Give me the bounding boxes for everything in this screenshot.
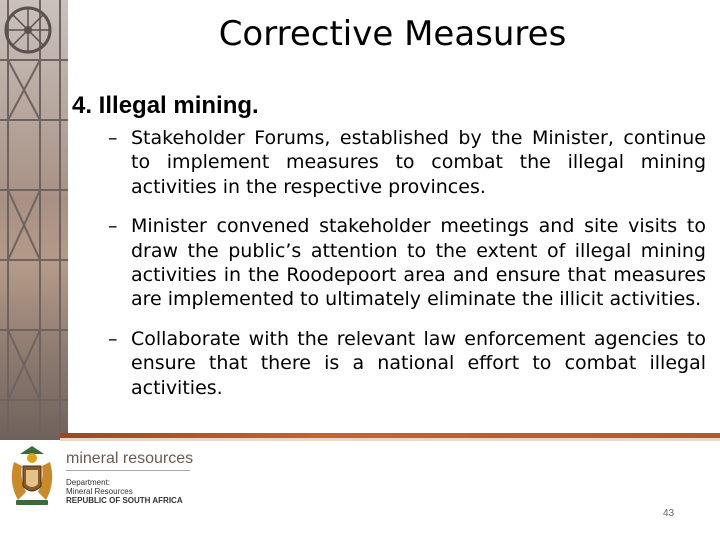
country-name: REPUBLIC OF SOUTH AFRICA	[66, 496, 183, 505]
bullet-text: Stakeholder Forums, established by the Minister, continue to implement measures to combat the illegal mining activities in the respective provinces.	[131, 127, 706, 198]
bullet-item	[104, 327, 706, 400]
bullet-item	[104, 214, 706, 312]
department-label: Department:	[66, 478, 111, 487]
bullet-list	[104, 126, 706, 415]
bullet-text: Collaborate with the relevant law enforcement agencies to ensure that there is a national effort to combat illegal activities.	[131, 327, 706, 399]
department-block	[66, 478, 183, 505]
bullet-text: Minister convened stakeholder meetings and site visits to draw the public’s attention to the extent of illegal mining activities in the Roodepoort area and ensure that measures are implemented to ultimately eliminate the illicit activities.	[131, 215, 706, 311]
bullet-item	[104, 126, 706, 199]
bullet-dash: –	[108, 327, 118, 350]
bullet-dash: –	[108, 215, 118, 238]
department-name: Mineral Resources	[66, 487, 133, 496]
coat-of-arms-icon	[6, 442, 58, 510]
page-number: 43	[663, 508, 675, 519]
mining-headframe-photo	[0, 0, 68, 440]
bullet-dash: –	[108, 127, 118, 149]
slide-title: Corrective Measures	[218, 14, 567, 54]
section-heading: 4. Illegal mining.	[72, 92, 259, 119]
brand-underline	[66, 470, 190, 471]
brand-name: mineral resources	[66, 450, 194, 467]
footer	[0, 440, 720, 540]
